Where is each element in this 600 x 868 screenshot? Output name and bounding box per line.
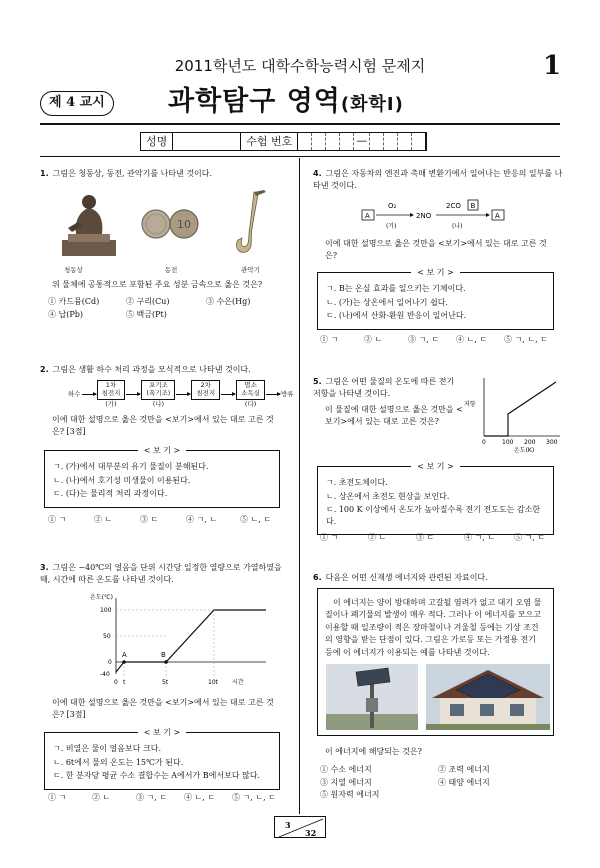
exam-number-cell[interactable] [370, 133, 384, 150]
caption-statue: 청동상 [64, 266, 83, 274]
flow-stage [141, 380, 175, 409]
option[interactable]: ③ 지열 에너지 [320, 777, 372, 787]
caption-instrument: 관악기 [241, 266, 260, 274]
option[interactable]: ④ ㄴ, ㄷ [184, 793, 216, 802]
question-stem: 그림은 생활 하수 처리 과정을 모식적으로 나타낸 것이다. [52, 365, 251, 374]
options [48, 296, 288, 320]
page-total: 32 [305, 828, 317, 838]
question-3 [40, 562, 290, 585]
stage-label: (가) [105, 399, 117, 408]
question-prompt: 이에 대한 설명으로 옳은 것만을 <보기>에서 있는 대로 고른 것은? [3점] [52, 698, 274, 719]
question-prompt: 위 물체에 공통적으로 포함된 주요 성분 금속으로 옳은 것은? [52, 280, 263, 289]
species-a: A [365, 212, 370, 220]
question-stem: 그림은 −40℃의 얼음을 단위 시간당 일정한 열량으로 가열하였을 때, 시간에 따른 온도를 나타낸 것이다. [40, 563, 282, 584]
exam-number-cell[interactable] [340, 133, 354, 150]
flow-stage [191, 380, 220, 409]
arrow-icon [126, 394, 140, 395]
passage-text: 이 에너지는 양이 방대하며 고갈될 염려가 없고 대기 오염 물질이나 폐기물의 발생이 매우 적다. 그러나 이 에너지를 모으고 이용할 때 일조량이 적은 장마철이나 겨울철 등에는 기상 조건의 영향을 받는 단점이 있다. 그림은 가로등 또는 가정용 전기 등에 이 에너지가 이용되는 예를 나타낸 것이다. [325, 598, 542, 657]
domain-title-main: 과학탐구 영역 [168, 86, 341, 117]
stage-label [191, 400, 220, 409]
bogi-box [317, 268, 554, 330]
bogi-item: ㄱ. (가)에서 대부분의 유기 물질이 분해된다. [53, 462, 209, 471]
point-label: B [161, 651, 166, 659]
x-axis-label: 온도(K) [514, 447, 535, 454]
option[interactable]: ④ ㄱ, ㄴ [186, 515, 218, 524]
option[interactable]: ④ 태양 에너지 [438, 777, 490, 787]
option[interactable]: ⑤ 백금(Pt) [126, 309, 167, 319]
option[interactable]: ③ ㄱ, ㄷ [408, 335, 440, 344]
reagent-co: 2CO [446, 202, 461, 210]
option[interactable]: ⑤ ㄱ, ㄴ, ㄷ [504, 335, 548, 344]
stage-label: (다) [244, 399, 257, 408]
exam-number-cell[interactable] [412, 133, 426, 150]
option[interactable]: ② 구리(Cu) [126, 297, 170, 306]
option[interactable]: ⑤ 원자력 에너지 [320, 790, 380, 800]
exam-title: 2011학년도 대학수학능력시험 문제지 [174, 57, 426, 75]
options [48, 792, 288, 804]
option[interactable]: ② ㄴ [92, 793, 111, 802]
question-stem: 그림은 어떤 물질의 온도에 따른 전기 저항을 나타낸 것이다. [313, 377, 455, 398]
option[interactable]: ③ 수은(Hg) [206, 297, 251, 306]
exam-number-dash: — [354, 133, 370, 150]
domain-title [168, 82, 404, 121]
bogi-item: ㄷ. (다)는 물리적 처리 과정이다. [53, 489, 168, 499]
x-tick: 200 [524, 439, 536, 446]
x-tick: 0 [482, 439, 486, 446]
question-number: 3. [40, 563, 49, 572]
bogi-title: < 보 기 > [411, 462, 460, 471]
bogi-item: ㄱ. 초전도체이다. [326, 478, 388, 487]
temperature-graph [86, 592, 286, 696]
reagent-o2: O₂ [388, 202, 397, 210]
label-na: (나) [452, 223, 463, 230]
x-tick: 0 [114, 679, 118, 686]
page-current: 3 [285, 820, 291, 830]
question-number: 2. [40, 365, 49, 374]
option[interactable]: ⑤ ㄱ, ㄴ, ㄷ [232, 793, 276, 802]
arrow-icon [82, 394, 96, 395]
bogi-item: ㄴ. 상온에서 초전도 현상을 보인다. [326, 491, 450, 501]
saxophone-image [224, 188, 274, 262]
arrow-icon [221, 394, 235, 395]
header-rule [40, 123, 560, 125]
name-field[interactable] [173, 133, 241, 150]
domain-title-sub: (화학Ⅰ) [340, 94, 404, 115]
question-prompt: 이에 대한 설명으로 옳은 것만을 <보기>에서 있는 대로 고른 것은? [3점] [52, 415, 274, 436]
option[interactable]: ① ㄱ [320, 533, 339, 542]
id-box [140, 132, 427, 151]
solar-house-image [426, 664, 550, 734]
label-ga: (가) [386, 223, 397, 230]
question-4 [313, 168, 563, 191]
solar-streetlight-image [326, 664, 418, 734]
bogi-item: ㄴ. (나)에서 호기성 미생물이 이용된다. [53, 475, 191, 485]
question-prompt: 이 물질에 대한 설명으로 옳은 것만을 <보기>에서 있는 대로 고른 것은? [325, 405, 463, 426]
flow-start: 하수 [68, 389, 81, 398]
arrow-icon [266, 394, 280, 395]
question-stem: 그림은 자동차의 엔진과 촉매 변환기에서 일어나는 반응의 일부를 나타낸 것이다. [313, 169, 563, 190]
header-rule-bottom [40, 156, 560, 157]
stage-label: (나) [152, 399, 165, 408]
exam-number-cell[interactable] [398, 133, 412, 150]
exam-number-cell[interactable] [312, 133, 326, 150]
bogi-title: < 보 기 > [138, 446, 187, 455]
question-1 [40, 168, 290, 180]
options [320, 532, 560, 544]
bogi-item: ㄷ. (나)에서 산화-환원 반응이 일어난다. [326, 311, 467, 321]
options [48, 514, 288, 526]
stage-box: 멸소 소독실 [236, 380, 265, 400]
y-tick: 0 [108, 659, 112, 666]
options [320, 334, 560, 346]
stage-box: 1차 침전지 [97, 380, 126, 400]
bogi-box [44, 728, 280, 790]
option[interactable]: ① ㄱ [48, 793, 67, 802]
option[interactable]: ③ ㄱ, ㄷ [136, 793, 168, 802]
session-badge: 제 4 교시 [40, 91, 114, 116]
species-b: B [470, 202, 476, 210]
question-prompt: 이 에너지에 해당되는 것은? [325, 747, 422, 756]
exam-number-cell[interactable] [298, 133, 312, 150]
question-6 [313, 572, 563, 584]
x-tick: 100 [502, 439, 514, 446]
option[interactable]: ② ㄴ [364, 335, 383, 344]
y-tick: 100 [100, 607, 112, 614]
question-stem: 그림은 청동상, 동전, 관악기를 나타낸 것이다. [52, 169, 213, 178]
option[interactable]: ⑤ ㄴ, ㄷ [240, 515, 272, 524]
bogi-item: ㄷ. 한 분자당 평균 수소 결합수는 A에서가 B에서보다 많다. [53, 771, 261, 781]
name-label: 성명 [141, 133, 173, 150]
x-tick: 5t [162, 679, 169, 686]
exam-number-cell[interactable] [384, 133, 398, 150]
question-number: 1. [40, 169, 49, 178]
option[interactable]: ③ ㄷ [140, 515, 159, 524]
x-tick: t [123, 679, 126, 686]
exam-number-cell[interactable] [326, 133, 340, 150]
question-number: 5. [313, 377, 322, 386]
option[interactable]: ① 수소 에너지 [320, 765, 372, 774]
option[interactable]: ① ㄱ [320, 335, 339, 344]
bogi-item: ㄷ. 100 K 이상에서 온도가 높아질수록 전기 전도도는 감소한다. [326, 505, 541, 526]
option[interactable]: ③ ㄷ [416, 533, 435, 542]
bogi-item: ㄴ. 6t에서 물의 온도는 15℃가 된다. [53, 757, 184, 767]
bogi-item: ㄱ. 비열은 물이 얼음보다 크다. [53, 744, 161, 753]
svg-text:10: 10 [177, 218, 191, 231]
page-counter [274, 816, 326, 838]
bogi-item: ㄴ. (가)는 상온에서 일어나기 쉽다. [326, 297, 448, 307]
arrow-icon [176, 394, 190, 395]
option[interactable]: ④ 납(Pb) [48, 309, 84, 319]
option[interactable]: ⑤ ㄱ, ㄷ [514, 533, 546, 542]
reaction-scheme [360, 196, 520, 236]
question-5 [313, 376, 463, 399]
x-axis-label: 시간 [232, 679, 244, 686]
stage-box: 2차 침전지 [191, 380, 220, 400]
options [320, 764, 560, 801]
option[interactable]: ④ ㄱ, ㄴ [464, 533, 496, 542]
option[interactable]: ① 카드뮴(Cd) [48, 297, 100, 306]
bogi-title: < 보 기 > [411, 268, 460, 277]
flow-stage [97, 380, 126, 409]
bronze-statue-image [54, 188, 124, 262]
question-prompt: 이에 대한 설명으로 옳은 것만을 <보기>에서 있는 대로 고른 것은? [325, 239, 547, 260]
option[interactable]: ① ㄱ [48, 515, 67, 524]
option[interactable]: ② ㄴ [368, 533, 387, 542]
bogi-box [317, 462, 554, 535]
page-number: 1 [543, 51, 562, 81]
question-stem: 다음은 어떤 신재생 에너지와 관련된 자료이다. [325, 573, 488, 582]
option[interactable]: ② 조력 에너지 [438, 765, 490, 774]
x-tick: 300 [546, 439, 558, 446]
flow-end: 방류 [281, 389, 294, 398]
species-a: A [495, 212, 500, 220]
resistance-graph [464, 374, 564, 458]
species-no: 2NO [416, 212, 432, 220]
point-label: A [122, 651, 127, 659]
column-divider [299, 158, 300, 814]
flow-stage [236, 380, 265, 409]
sewage-flow-diagram [68, 380, 294, 409]
question-number: 4. [313, 169, 322, 178]
bogi-box [44, 446, 280, 508]
x-tick: 10t [208, 679, 218, 686]
exam-number-label: 수험 번호 [241, 133, 298, 150]
option[interactable]: ② ㄴ [94, 515, 113, 524]
stage-box: 포기조 (폭기조) [141, 380, 175, 400]
option[interactable]: ④ ㄴ, ㄷ [456, 335, 488, 344]
y-axis-label: 저항 [464, 401, 476, 408]
y-tick: 50 [103, 633, 111, 640]
question-number: 6. [313, 573, 322, 582]
bogi-title: < 보 기 > [138, 728, 187, 737]
coin-image [140, 206, 200, 246]
y-axis-label: 온도(℃) [90, 594, 114, 601]
y-tick: -40 [100, 671, 110, 678]
bogi-item: ㄱ. B는 온실 효과를 일으키는 기체이다. [326, 284, 466, 293]
image-captions [60, 266, 260, 275]
question-2 [40, 364, 290, 376]
caption-coin: 동전 [164, 266, 178, 274]
